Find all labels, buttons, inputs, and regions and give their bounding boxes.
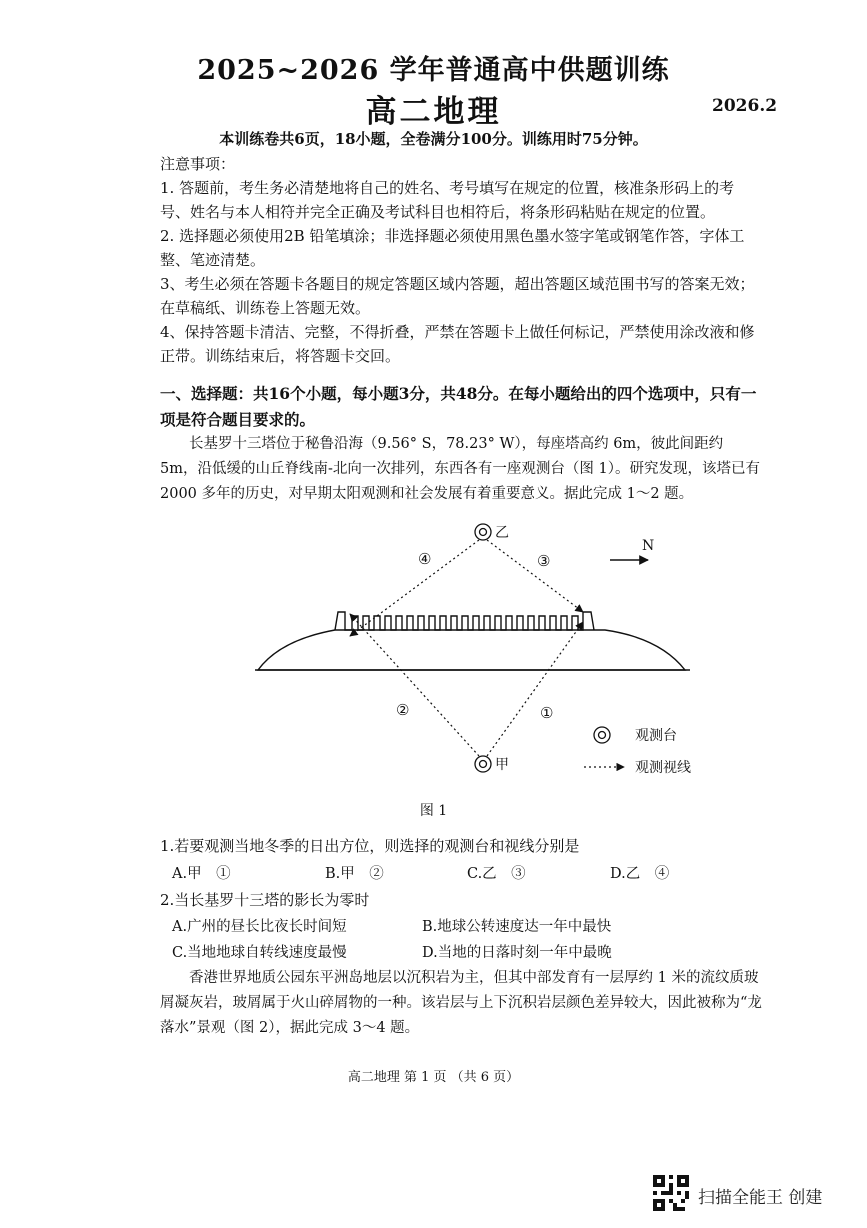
q2-option-c: C.当地地球自转线速度最慢	[172, 945, 347, 961]
station-yi-label: 乙	[495, 525, 509, 541]
notes-item: 2. 选择题必须使用2B 铅笔填涂；非选择题必须使用黑色墨水签字笔或钢笔作答，字体工整、笔迹清楚。	[160, 227, 745, 269]
label-line-2: ②	[396, 701, 410, 719]
notes-item: 3、考生必须在答题卡各题目的规定答题区域内答题，超出答题区域范围书写的答案无效；在草稿纸、训练卷上答题无效。	[160, 275, 755, 317]
q1-option-c: C.乙 ③	[467, 866, 526, 882]
q1-option-b: B.甲 ②	[325, 866, 384, 882]
notes-heading: 注意事项：	[160, 155, 236, 173]
question-stem-3-4: 香港世界地质公园东平洲岛地层以沉积岩为主，但其中部发育有一层厚约 1 米的流纹质玻屑凝灰岩，玻屑属于火山碎屑物的一种。该岩层与上下沉积岩层颜色差异较大，因此被称为“龙落水”景观（图 2），据此完成 3～4 题。	[160, 970, 762, 1036]
question-stem-1-2: 长基罗十三塔位于秘鲁沿海（9.56° S，78.23° W），每座塔高约 6m，彼此间距约 5m，沿低缓的山丘脊线南-北向一次排列，东西各有一座观测台（图 1）。研究发现，该塔已有 2000 多年的历史，对早期太阳观测和社会发展有着重要意义。据此完成 1～2 题。	[160, 436, 760, 502]
scanner-watermark: 扫描全能王 创建	[698, 1188, 823, 1208]
label-line-4: ④	[418, 550, 432, 568]
north-label: N	[642, 538, 655, 554]
hill-ridge	[258, 630, 685, 670]
sight-line-2	[350, 614, 479, 756]
notes-item: 4、保持答题卡清洁、完整，不得折叠，严禁在答题卡上做任何标记，严禁使用涂改液和修正带。训练结束后，将答题卡交回。	[160, 323, 755, 365]
exam-date: 2026.2	[712, 96, 778, 116]
section1-heading: 一、选择题：共16个小题，每小题3分，共48分。在每小题给出的四个选项中，只有一项是符合题目要求的。	[160, 384, 757, 429]
sight-line-3	[487, 540, 583, 612]
subject-title: 高二地理	[365, 94, 502, 130]
legend-station-label: 观测台	[635, 728, 677, 744]
page-footer: 高二地理 第 1 页 （共 6 页）	[347, 1070, 520, 1085]
exam-title: 2025~2026 学年普通高中供题训练	[197, 55, 670, 86]
q2-option-b: B.地球公转速度达一年中最快	[422, 919, 612, 935]
station-jia-label: 甲	[495, 757, 509, 773]
label-line-1: ①	[540, 704, 554, 722]
thirteen-towers	[335, 612, 594, 630]
sight-line-1	[487, 622, 583, 756]
figure-1-caption: 图 1	[419, 803, 448, 819]
q1-option-d: D.乙 ④	[610, 866, 670, 882]
q2-option-d: D.当地的日落时刻一年中最晚	[422, 945, 612, 961]
sight-line-4	[350, 540, 479, 636]
figure-1-diagram	[250, 512, 730, 792]
station-jia-icon	[475, 756, 491, 772]
station-yi-icon	[475, 524, 491, 540]
q1-option-a: A.甲 ①	[172, 866, 231, 882]
label-line-3: ③	[537, 552, 551, 570]
q2-option-a: A.广州的昼长比夜长时间短	[172, 919, 347, 935]
question-1-stem: 1.若要观测当地冬季的日出方位，则选择的观测台和视线分别是	[160, 837, 580, 855]
question-2-stem: 2.当长基罗十三塔的影长为零时	[160, 891, 370, 909]
qr-code-icon	[653, 1175, 689, 1211]
notes-block	[160, 152, 760, 368]
exam-intro: 本训练卷共6页，18小题，全卷满分100分。训练用时75分钟。	[219, 130, 648, 148]
legend-station-icon	[594, 727, 610, 743]
notes-item: 1. 答题前，考生务必清楚地将自己的姓名、考号填写在规定的位置，核准条形码上的考号、姓名与本人相符并完全正确及考试科目也相符后，将条形码粘贴在规定的位置。	[160, 179, 735, 221]
legend-line-label: 观测视线	[635, 760, 691, 776]
